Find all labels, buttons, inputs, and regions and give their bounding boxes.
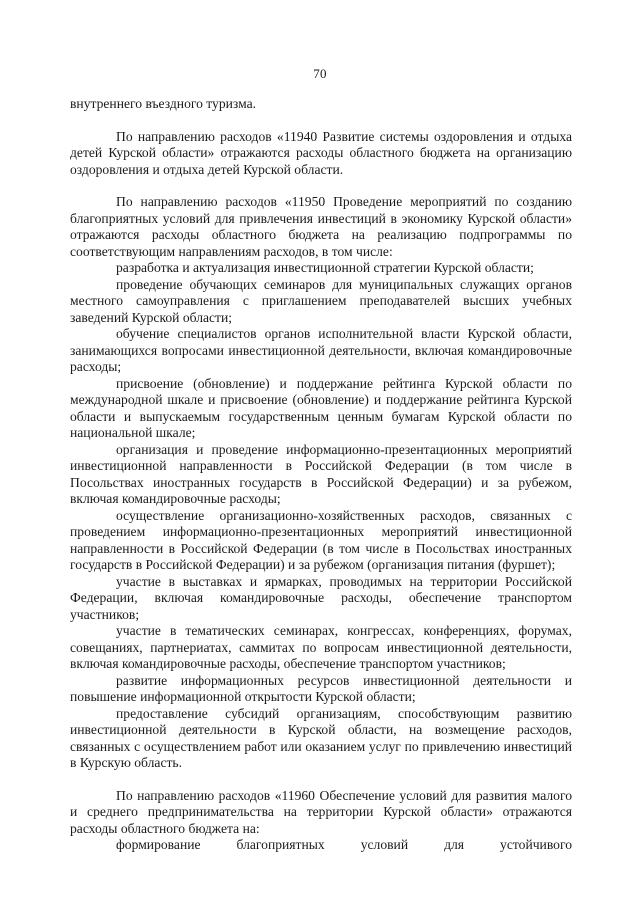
- list-item-training: обучение специалистов органов исполнительной власти Курской области, занимающихся вопросами инвестиционной деятельности, включая командировочные расходы;: [70, 326, 572, 374]
- list-item-rating: присвоение (обновление) и поддержание рейтинга Курской области по международной шкале и присвоение (обновление) и поддержание рейтинга Курской области и выпускаемым государственным ценным бумагам Курской области по национальной шкале;: [70, 375, 572, 440]
- paragraph-11950: По направлению расходов «11950 Проведение мероприятий по созданию благоприятных условий для привлечения инвестиций в экономику Курской области» отражаются расходы областного бюджета на реализацию подпрограммы по соответствующим направлениям расходов, в том числе:: [70, 194, 572, 259]
- list-item-exhibitions: участие в выставках и ярмарках, проводимых на территории Российской Федерации, включая командировочные расходы, обеспечение транспортом участников;: [70, 573, 572, 622]
- page-number: 70: [313, 66, 327, 81]
- list-item-favorable-conditions: формирование благоприятных условий для устойчивого: [116, 837, 572, 852]
- list-item-organizational-expenses: осуществление организационно-хозяйственных расходов, связанных с проведением информационно-презентационных мероприятий инвестиционной направленности в Российской Федерации (в том числе в Посольствах иностранных государств в Российской Федерации) и за рубежом (организация питания (фуршет);: [70, 507, 572, 572]
- paragraph-tourism-end: внутреннего въездного туризма.: [70, 96, 257, 111]
- paragraph-11940: По направлению расходов «11940 Развитие системы оздоровления и отдыха детей Курской области» отражаются расходы областного бюджета на организацию оздоровления и отдыха детей Курской области.: [70, 128, 572, 177]
- list-item-subsidies: предоставление субсидий организациям, способствующим развитию инвестиционной деятельности в Курской области, на возмещение расходов, связанных с осуществлением работ или оказанием услуг по привлечению инвестиций в Курскую область.: [70, 705, 572, 770]
- document-body: [70, 96, 572, 854]
- list-item-seminars: проведение обучающих семинаров для муниципальных служащих органов местного самоуправления с приглашением преподавателей высших учебных заведений Курской области;: [70, 276, 572, 325]
- list-item-information-resources: развитие информационных ресурсов инвестиционной деятельности и повышение информационной открытости Курской области;: [70, 672, 572, 704]
- paragraph-11960: По направлению расходов «11960 Обеспечение условий для развития малого и среднего предпринимательства на территории Курской области» отражаются расходы областного бюджета на:: [70, 787, 572, 836]
- list-item-strategy: разработка и актуализация инвестиционной стратегии Курской области;: [116, 260, 534, 275]
- list-item-thematic-seminars: участие в тематических семинарах, конгрессах, конференциях, форумах, совещаниях, партнериатах, саммитах по вопросам инвестиционной деятельности, включая командировочные расходы, обеспечение транспортом участников;: [70, 623, 572, 671]
- list-item-presentation-events: организация и проведение информационно-презентационных мероприятий инвестиционной направленности в Российской Федерации (в том числе в Посольствах иностранных государств в Российской Федерации) и за рубежом, включая командировочные расходы;: [70, 441, 572, 506]
